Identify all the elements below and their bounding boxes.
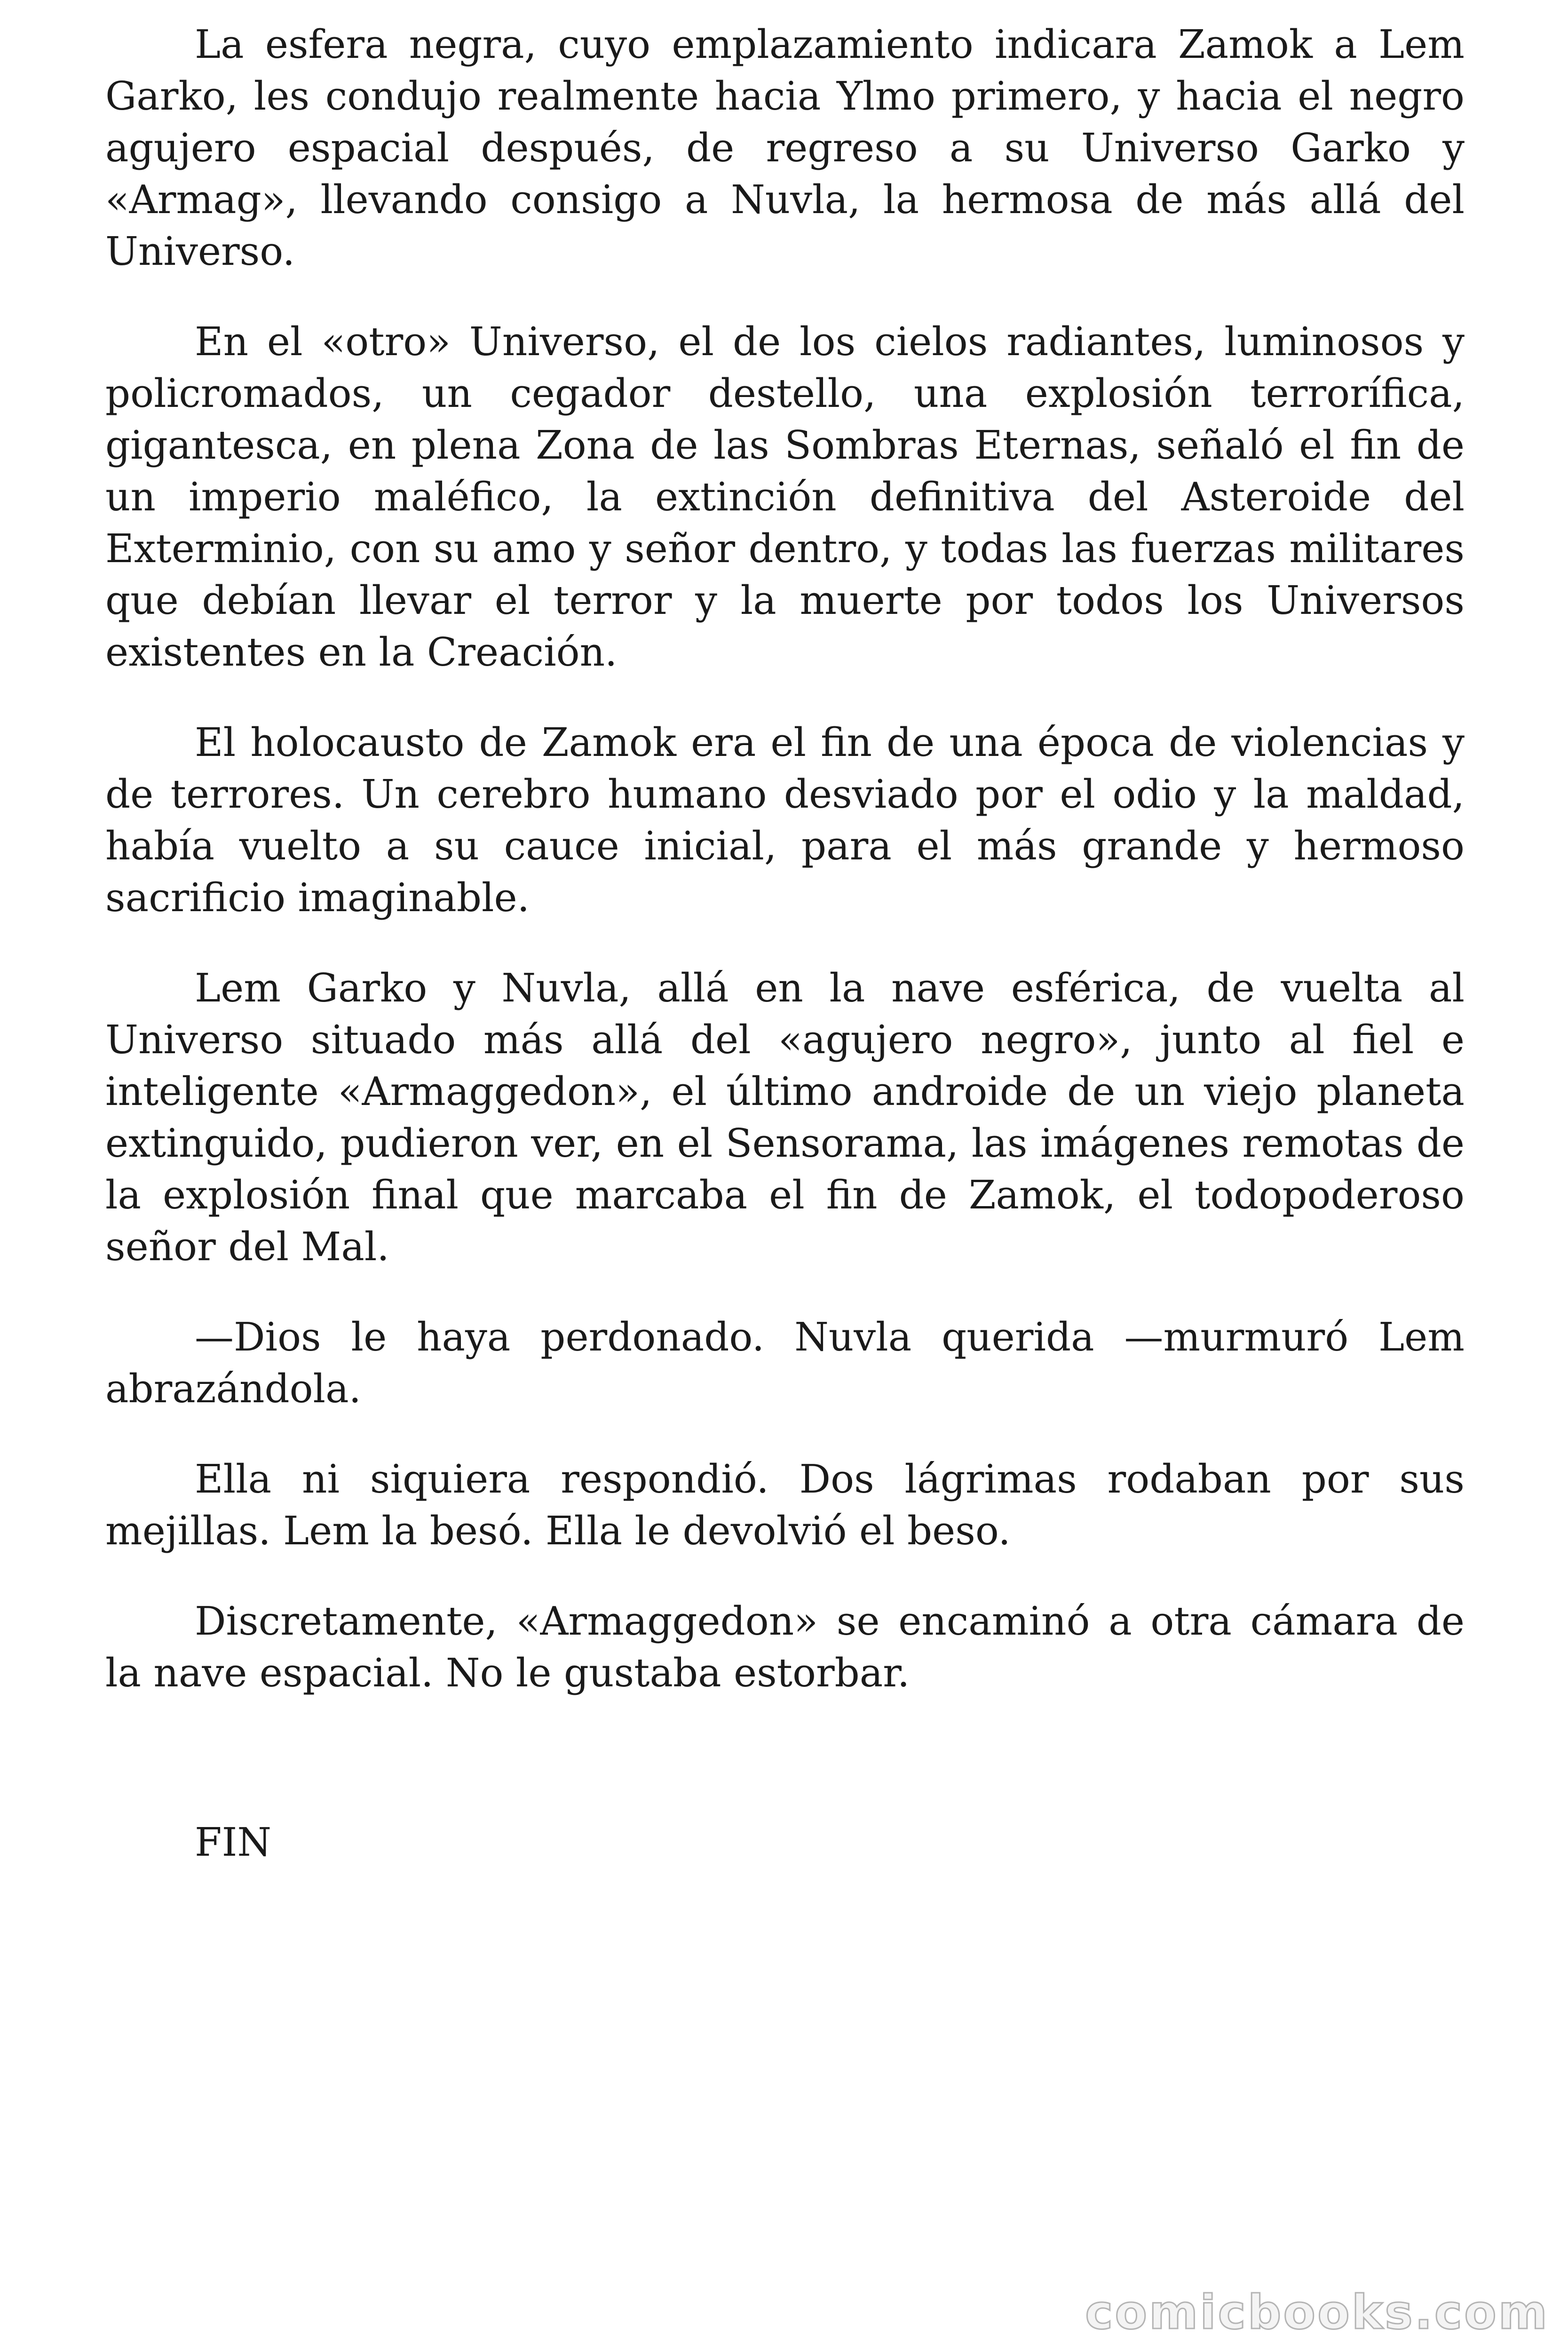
paragraph-7: Discretamente, «Armaggedon» se encaminó a otra cámara de la nave espacial. No le gustaba estorbar. [105,1598,1465,1696]
paragraph-6: Ella ni siquiera respondió. Dos lágrimas rodaban por sus mejillas. Lem la besó. Ella le devolvió el beso. [105,1456,1465,1554]
book-page [105,19,1465,1868]
paragraph-2: En el «otro» Universo, el de los cielos radiantes, luminosos y policromados, un cegador destello, una explosión terrorífica, gigantesca, en plena Zona de las Sombras Eternas, señaló el fin de un imperio maléfico, la extinción definitiva del Asteroide del Exterminio, con su amo y señor dentro, y todas las fuerzas militares que debían llevar el terror y la muerte por todos los Universos existentes en la Creación. [105,319,1465,675]
site-watermark: comicbooks.com [1085,2285,1549,2340]
paragraph-4: Lem Garko y Nuvla, allá en la nave esférica, de vuelta al Universo situado más allá del «agujero negro», junto al fiel e inteligente «Armaggedon», el último androide de un viejo planeta extinguido, pudieron ver, en el Sensorama, las imágenes remotas de la explosión final que marcaba el fin de Zamok, el todopoderoso señor del Mal. [105,965,1465,1270]
paragraph-5-dialogue: —Dios le haya perdonado. Nuvla querida —murmuró Lem abrazándola. [105,1314,1465,1412]
end-marker: FIN [195,1820,272,1865]
paragraph-3: El holocausto de Zamok era el fin de una época de violencias y de terrores. Un cerebro humano desviado por el odio y la maldad, había vuelto a su cauce inicial, para el más grande y hermoso sacrificio imaginable. [105,720,1465,921]
paragraph-1: La esfera negra, cuyo emplazamiento indicara Zamok a Lem Garko, les condujo realmente hacia Ylmo primero, y hacia el negro agujero espacial después, de regreso a su Universo Garko y «Armag», llevando consigo a Nuvla, la hermosa de más allá del Universo. [105,22,1465,274]
